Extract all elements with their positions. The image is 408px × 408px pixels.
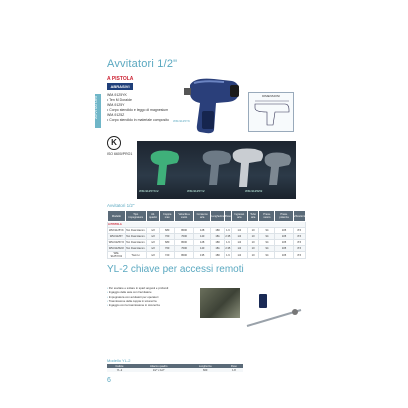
table-cell: WM-9125YK [109, 229, 124, 232]
table-cell: 8.5 [293, 240, 305, 246]
list-item: • Ingaggio delle aste con l'avvitatore [107, 290, 205, 294]
table-cell: 720 [160, 252, 175, 259]
table-cell: 2.35 [225, 235, 231, 238]
table-cell: 105 [275, 228, 293, 234]
side-tab-label: AVVITATORI [93, 96, 98, 119]
remote-key-image [245, 288, 303, 330]
hero-image-label: WM-9125YK [173, 119, 191, 123]
page-title: Avvitatori 1/2" [107, 58, 178, 70]
table-cell: 140 [194, 234, 211, 240]
model-line: WM-9125YK [107, 93, 127, 97]
table-row [108, 252, 306, 259]
table-cell: WM-9125Y [108, 234, 126, 240]
feature-list [107, 286, 205, 307]
spec-table-title: Avvitatori 1/2" [107, 203, 135, 208]
table-cell: 135 [194, 252, 211, 259]
table-cell: 1/2 [146, 228, 160, 234]
section-title-yl2: YL-2 chiave per accessi remoti [107, 264, 244, 275]
band-label: WM-9125YK/2 [139, 189, 159, 193]
table-cell: 1.8 [225, 368, 243, 372]
table-cell: 181 [211, 246, 225, 252]
table-cell: 105 [275, 234, 293, 240]
table-header-cell: Codice [107, 364, 132, 368]
band-label: WM-9125Y/2 [187, 189, 205, 193]
table-cell: 1/4 [231, 246, 247, 252]
table-header-cell: Ingresso aria [231, 211, 247, 222]
table-cell: 94 [259, 234, 275, 240]
table-header-cell: Press. potenza [275, 211, 293, 222]
table-cell: 140 [194, 246, 211, 252]
table-cell: 105 [275, 246, 293, 252]
model-line: WM-9125Y [107, 103, 125, 107]
band-label: WM-9125Z/2 [245, 189, 263, 193]
table-header-cell: Press. suono [259, 211, 275, 222]
table-cell: Ten Dual Hamm. [126, 229, 146, 232]
table-header-cell: Lunghezza [211, 211, 225, 222]
table-cell: 600 [186, 368, 225, 372]
k-code: ISO 6600/PRO1 [107, 152, 133, 156]
table-header-row [108, 211, 306, 222]
table-cell: 680 [160, 228, 175, 234]
table-cell: 8.5 [293, 228, 305, 234]
brand-logo: ABRASIVI [107, 83, 133, 90]
table-cell: Ten Dual Hamm. [126, 241, 146, 244]
side-section-tab[interactable] [95, 94, 101, 128]
product-photo-band [137, 141, 296, 199]
spec-table [107, 210, 306, 259]
table-cell: 1.9 [226, 241, 230, 244]
tool-photos [137, 141, 296, 199]
table-cell: 94 [259, 252, 275, 259]
table-cell: 760 [160, 246, 175, 252]
table-cell: 1/2" x 1/2" [132, 368, 186, 372]
model-line: • Corpo stendido e leggo di magnesium [107, 108, 169, 112]
table-cell: 1/4 [231, 228, 247, 234]
table-cell: 180 [211, 228, 225, 234]
yl2-spec-table [107, 364, 243, 372]
table-header-cell: Att. quadro [146, 211, 160, 222]
dimension-outline-icon [249, 98, 293, 128]
table-cell: 680 [160, 240, 175, 246]
table-row [107, 368, 243, 372]
list-item: • Impugnatura con avvitatori per operatori [107, 295, 205, 299]
table-cell: 181 [211, 234, 225, 240]
table-cell: 10 [247, 228, 259, 234]
table-cell: 94 [259, 246, 275, 252]
table-cell: 1/2 [146, 252, 160, 259]
table-cell: Ten Dual Hamm. [126, 247, 146, 250]
table-cell: 94 [259, 228, 275, 234]
table-cell: 760 [160, 234, 175, 240]
table-cell: 94 [259, 240, 275, 246]
model-line: • Corpo stendido in materiale composito [107, 118, 169, 122]
table-cell: 10 [247, 252, 259, 259]
table-cell: 180 [211, 252, 225, 259]
table-cell: 8.5 [293, 252, 305, 259]
table-cell: YL-2 [107, 368, 132, 372]
table-header-cell: Peso [224, 211, 231, 222]
model-line: WM-9125Z [107, 113, 125, 117]
table-cell: 1.9 [226, 253, 230, 257]
table-header-cell: Consumo aria [194, 211, 211, 222]
yl2-table-title: Modello YL-2 [107, 358, 131, 363]
table-cell: 1/4 [231, 252, 247, 259]
dimension-drawing-title: DIMENSIONI [262, 94, 280, 98]
table-cell: 10 [247, 240, 259, 246]
table-cell: WM-9125YX/2 [108, 252, 126, 259]
impact-wrench-image [184, 75, 242, 135]
list-item: • Trasmissione della coppia in sicurezza [107, 299, 205, 303]
table-cell: 1.9 [226, 229, 230, 232]
table-header-cell: Velocità a vuoto [175, 211, 194, 222]
table-cell: 8.5 [293, 234, 305, 240]
table-cell: 128 [194, 240, 211, 246]
table-cell: 8.5 [293, 246, 305, 252]
table-cell: 8000 [175, 240, 194, 246]
table-header-cell: Peso [225, 364, 243, 368]
table-cell: 1/4 [231, 234, 247, 240]
table-cell: 105 [275, 252, 293, 259]
k-certification-logo: K [107, 136, 121, 150]
engine-bay-photo [200, 288, 240, 318]
table-cell: 2.35 [225, 247, 231, 250]
dimension-drawing [248, 92, 294, 132]
table-cell: Twin H. [125, 252, 146, 259]
page-number: 6 [107, 377, 111, 384]
table-cell: 10 [247, 246, 259, 252]
table-cell: WM-9125Z/2 [108, 247, 124, 250]
model-line: • Ten M Doraide [107, 98, 132, 102]
table-header-cell: Lunghezza [186, 364, 225, 368]
table-cell: 7000 [175, 234, 194, 240]
table-header-cell: Tubo aria [247, 211, 259, 222]
section-label: A PISTOLA [107, 76, 134, 82]
table-cell: 105 [275, 240, 293, 246]
table-cell: 1/2 [146, 240, 160, 246]
table-cell: 8000 [175, 252, 194, 259]
list-item: • Ingaggio con la trasmissione in sicurezza [107, 303, 205, 307]
table-cell: 128 [194, 228, 211, 234]
table-header-cell: Modello [108, 211, 126, 222]
table-cell: 7000 [175, 246, 194, 252]
table-cell: 180 [211, 240, 225, 246]
table-header-cell: Vibrazioni [293, 211, 305, 222]
table-cell: WM-9125Y/2 [108, 241, 124, 244]
table-cell: 1/2 [146, 246, 160, 252]
table-cell: 8000 [175, 228, 194, 234]
table-header-cell: Coppia max [160, 211, 175, 222]
model-list [107, 93, 169, 123]
table-cell: 10 [247, 234, 259, 240]
table-body [108, 222, 306, 259]
table-cell: 1/2 [146, 234, 160, 240]
table-header-cell: Tipo impugnatura [125, 211, 146, 222]
table-group-label: A PISTOLA [108, 222, 306, 228]
list-item: • Per avvitare e svitare in spazi angusti e profondi [107, 286, 205, 290]
table-cell: 1/4 [231, 240, 247, 246]
table-cell: Ten Dual Hamm. [126, 235, 146, 238]
table-header-cell: Attacco quadro [132, 364, 186, 368]
